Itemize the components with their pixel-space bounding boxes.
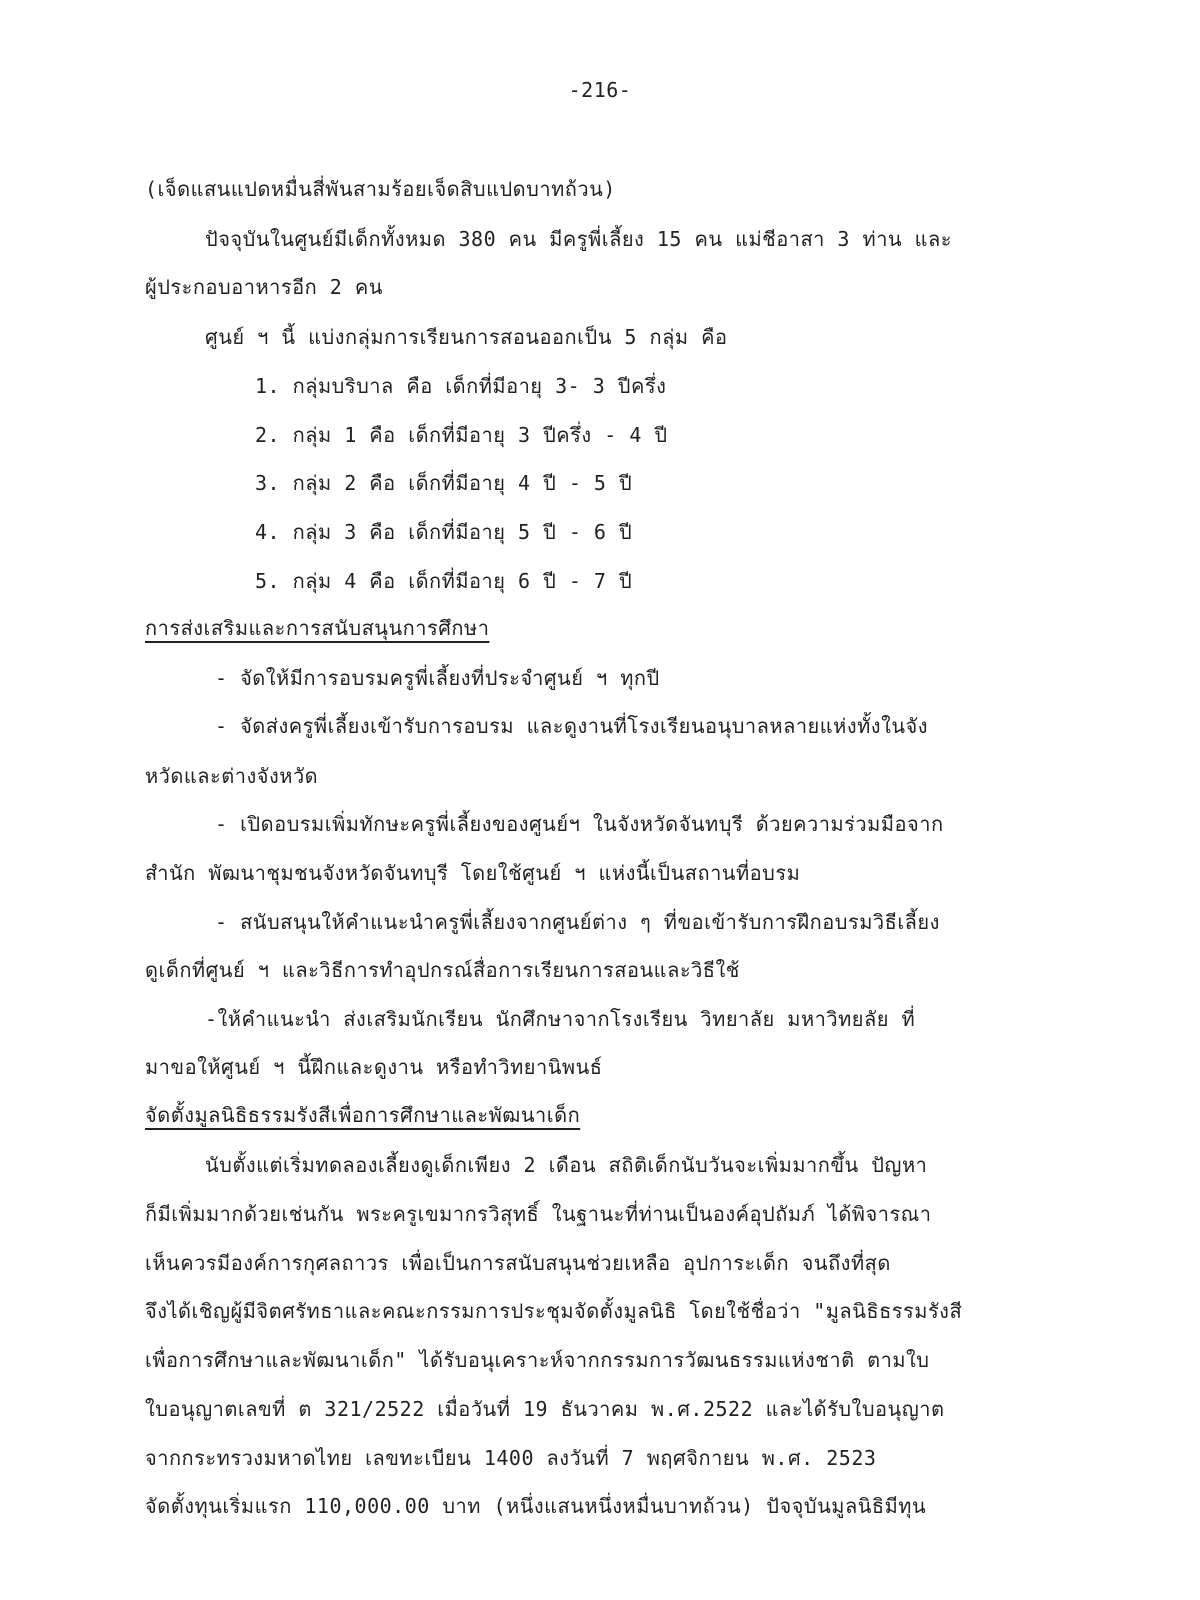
paragraph-line: ผู้ประกอบอาหารอีก 2 คน — [145, 275, 383, 299]
paragraph-line: สำนัก พัฒนาชุมชนจังหวัดจันทบุรี โดยใช้ศูนย์ ฯ แห่งนี้เป็นสถานที่อบรม — [145, 861, 801, 885]
paragraph-line: (เจ็ดแสนแปดหมื่นสี่พันสามร้อยเจ็ดสิบแปดบาทถ้วน) — [145, 177, 616, 201]
bullet-item: - เปิดอบรมเพิ่มทักษะครูพี่เลี้ยงของศูนย์ฯ ในจังหวัดจันทบุรี ด้วยความร่วมมือจาก — [215, 812, 944, 836]
paragraph-line: นับตั้งแต่เริ่มทดลองเลี้ยงดูเด็กเพียง 2 เดือน สถิติเด็กนับวันจะเพิ่มมากขึ้น ปัญหา — [205, 1153, 928, 1177]
bullet-item: - สนับสนุนให้คำแนะนำครูพี่เลี้ยงจากศูนย์ต่าง ๆ ที่ขอเข้ารับการฝึกอบรมวิธีเลี้ยง — [215, 910, 940, 934]
section-heading: การส่งเสริมและการสนับสนุนการศึกษา — [145, 616, 490, 640]
list-item: 5. กลุ่ม 4 คือ เด็กที่มีอายุ 6 ปี - 7 ปี — [255, 569, 633, 593]
section-heading: จัดตั้งมูลนิธิธรรมรังสีเพื่อการศึกษาและพัฒนาเด็ก — [145, 1103, 581, 1127]
paragraph-line: ปัจจุบันในศูนย์มีเด็กทั้งหมด 380 คน มีครูพี่เลี้ยง 15 คน แม่ชีอาสา 3 ท่าน และ — [205, 227, 953, 251]
list-item: 1. กลุ่มบริบาล คือ เด็กที่มีอายุ 3- 3 ปีครึ่ง — [255, 374, 667, 398]
paragraph-line: จึงได้เชิญผู้มีจิตศรัทธาและคณะกรรมการประชุมจัดตั้งมูลนิธิ โดยใช้ชื่อว่า "มูลนิธิธรรมรังสี — [145, 1299, 963, 1323]
bullet-item: - จัดส่งครูพี่เลี้ยงเข้ารับการอบรม และดูงานที่โรงเรียนอนุบาลหลายแห่งทั้งในจัง — [215, 714, 928, 738]
paragraph-line: มาขอให้ศูนย์ ฯ นี้ฝึกและดูงาน หรือทำวิทยานิพนธ์ — [145, 1055, 603, 1079]
paragraph-line: ใบอนุญาตเลขที่ ต 321/2522 เมื่อวันที่ 19 ธันวาคม พ.ศ.2522 และได้รับใบอนุญาต — [145, 1397, 945, 1421]
paragraph-line: ศูนย์ ฯ นี้ แบ่งกลุ่มการเรียนการสอนออกเป็น 5 กลุ่ม คือ — [205, 325, 728, 349]
bullet-item: - จัดให้มีการอบรมครูพี่เลี้ยงที่ประจำศูนย์ ฯ ทุกปี — [215, 666, 660, 690]
page-number: -216- — [568, 78, 632, 102]
list-item: 2. กลุ่ม 1 คือ เด็กที่มีอายุ 3 ปีครึ่ง - 4 ปี — [255, 423, 668, 447]
bullet-item: -ให้คำแนะนำ ส่งเสริมนักเรียน นักศึกษาจากโรงเรียน วิทยาลัย มหาวิทยลัย ที่ — [205, 1007, 916, 1031]
paragraph-line: ดูเด็กที่ศูนย์ ฯ และวิธีการทำอุปกรณ์สื่อการเรียนการสอนและวิธีใช้ — [145, 958, 740, 982]
paragraph-line: จัดตั้งทุนเริ่มแรก 110,000.00 บาท (หนึ่งแสนหนึ่งหมื่นบาทถ้วน) ปัจจุบันมูลนิธิมีทุน — [145, 1494, 927, 1518]
paragraph-line: จากกระทรวงมหาดไทย เลขทะเบียน 1400 ลงวันที่ 7 พฤศจิกายน พ.ศ. 2523 — [145, 1446, 877, 1470]
list-item: 4. กลุ่ม 3 คือ เด็กที่มีอายุ 5 ปี - 6 ปี — [255, 520, 633, 544]
paragraph-line: เห็นควรมีองค์การกุศลถาวร เพื่อเป็นการสนับสนุนช่วยเหลือ อุปการะเด็ก จนถึงที่สุด — [145, 1251, 891, 1275]
paragraph-line: หวัดและต่างจังหวัด — [145, 764, 319, 788]
paragraph-line: ก็มีเพิ่มมากด้วยเช่นกัน พระครูเขมากรวิสุทธิ์ ในฐานะที่ท่านเป็นองค์อุปถัมภ์ ได้พิจารณา — [145, 1202, 932, 1226]
paragraph-line: เพื่อการศึกษาและพัฒนาเด็ก" ได้รับอนุเคราะห์จากกรรมการวัฒนธรรมแห่งชาติ ตามใบ — [145, 1348, 930, 1372]
list-item: 3. กลุ่ม 2 คือ เด็กที่มีอายุ 4 ปี - 5 ปี — [255, 471, 633, 495]
